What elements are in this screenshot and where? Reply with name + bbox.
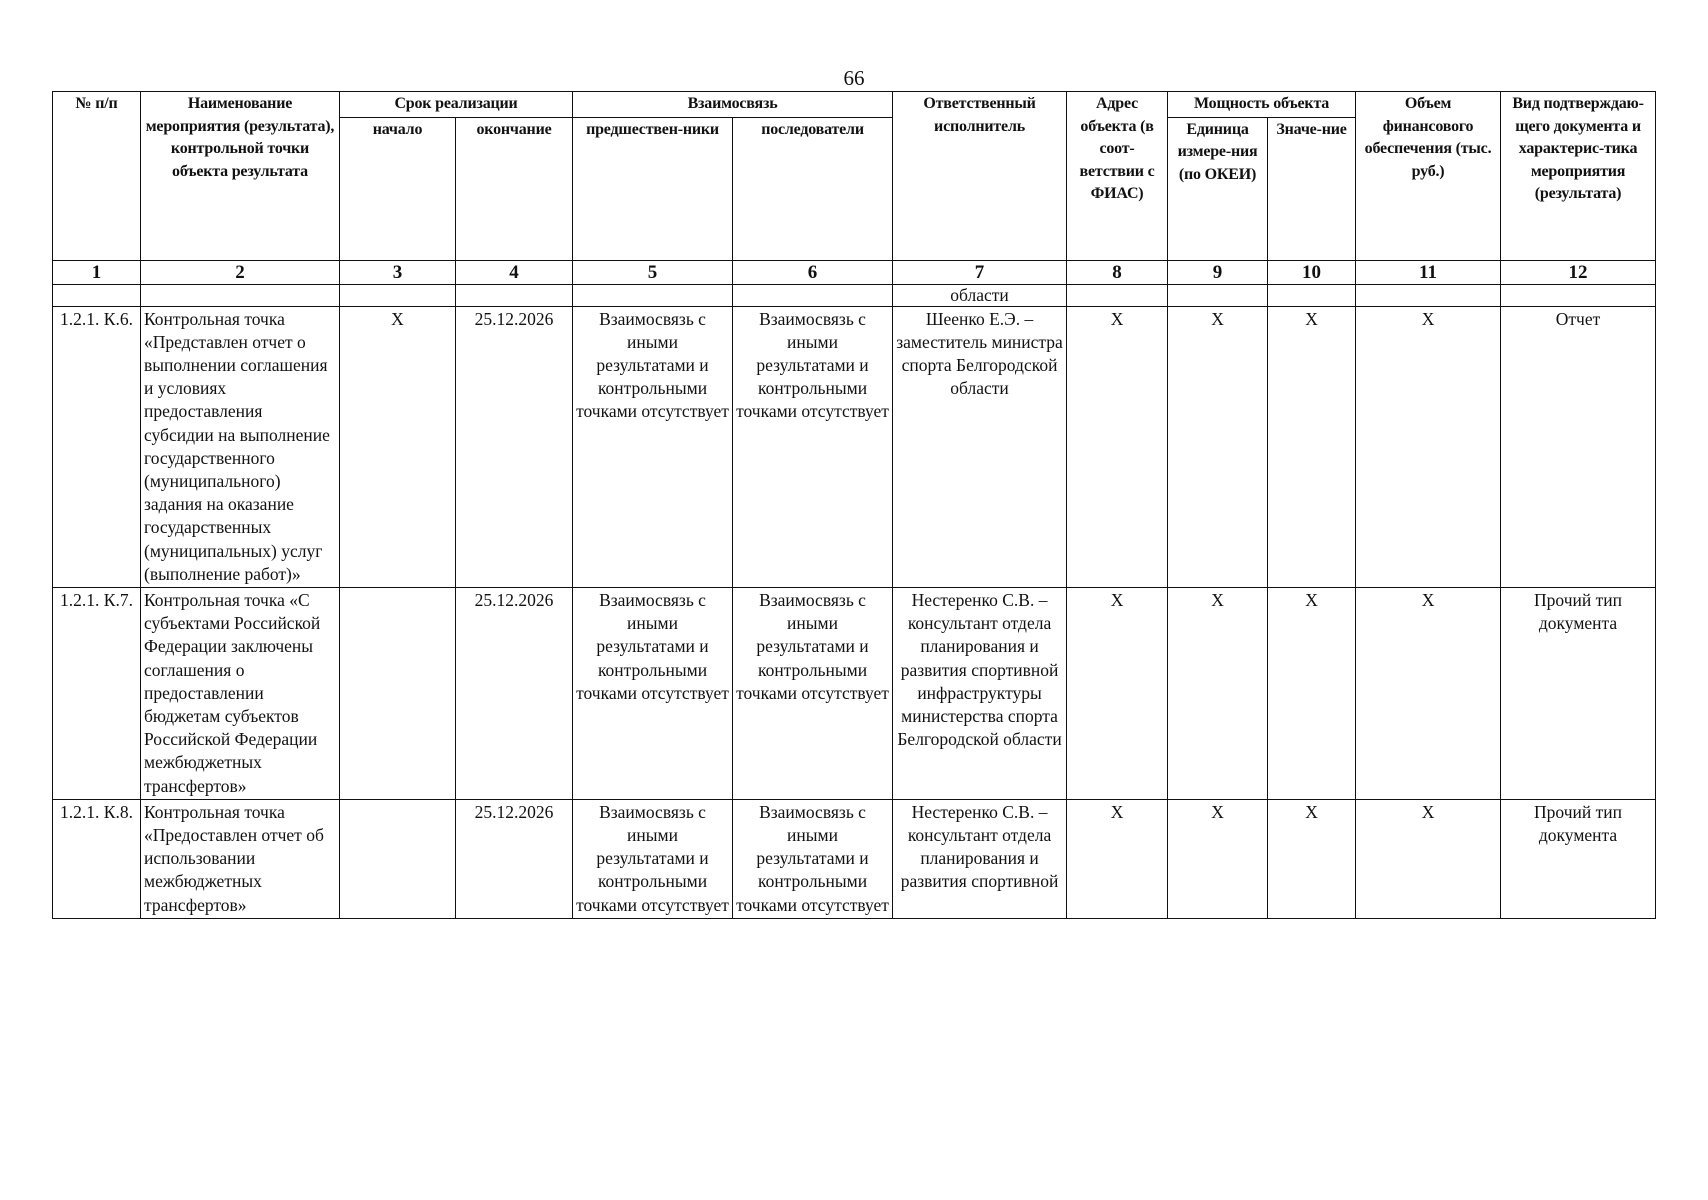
row-predecessors: Взаимосвязь с иными результатами и контрольными точками отсутствует xyxy=(573,799,733,918)
row-responsible: Шеенко Е.Э. – заместитель министра спорта Белгородской области xyxy=(893,306,1067,587)
row-unit: X xyxy=(1168,306,1268,587)
column-number: 11 xyxy=(1356,260,1501,284)
row-doc-type: Отчет xyxy=(1501,306,1656,587)
table-row xyxy=(53,306,1656,587)
row-end: 25.12.2026 xyxy=(456,587,573,799)
continuation-responsible: области xyxy=(893,284,1067,306)
row-doc-type: Прочий тип документа xyxy=(1501,587,1656,799)
column-number: 6 xyxy=(733,260,893,284)
continuation-row xyxy=(53,284,1656,306)
row-successors: Взаимосвязь с иными результатами и контрольными точками отсутствует xyxy=(733,587,893,799)
header-name: Наименование мероприятия (результата), контрольной точки объекта результата xyxy=(141,92,340,261)
column-number: 12 xyxy=(1501,260,1656,284)
row-number: 1.2.1. К.8. xyxy=(53,799,141,918)
column-number: 7 xyxy=(893,260,1067,284)
row-responsible: Нестеренко С.В. – консультант отдела планирования и развития спортивной инфраструктуры министерства спорта Белгородской области xyxy=(893,587,1067,799)
row-address: X xyxy=(1067,799,1168,918)
header-unit: Единица измере-ния (по ОКЕИ) xyxy=(1168,117,1268,260)
column-numbers-row xyxy=(53,260,1656,284)
row-start xyxy=(340,587,456,799)
header-predecessors: предшествен-ники xyxy=(573,117,733,260)
plan-table xyxy=(52,91,1656,919)
column-number: 8 xyxy=(1067,260,1168,284)
header-end: окончание xyxy=(456,117,573,260)
column-number: 5 xyxy=(573,260,733,284)
table-row xyxy=(53,587,1656,799)
column-number: 2 xyxy=(141,260,340,284)
row-predecessors: Взаимосвязь с иными результатами и контрольными точками отсутствует xyxy=(573,306,733,587)
header-group-moshch: Мощность объекта xyxy=(1168,92,1356,118)
header-finance: Объем финансового обеспечения (тыс. руб.) xyxy=(1356,92,1501,261)
column-number: 3 xyxy=(340,260,456,284)
row-unit: X xyxy=(1168,587,1268,799)
row-start: X xyxy=(340,306,456,587)
row-unit: X xyxy=(1168,799,1268,918)
header-responsible: Ответственный исполнитель xyxy=(893,92,1067,261)
column-number: 10 xyxy=(1268,260,1356,284)
row-name: Контрольная точка «Предоставлен отчет об использовании межбюджетных трансфертов» xyxy=(141,799,340,918)
row-address: X xyxy=(1067,587,1168,799)
row-value: X xyxy=(1268,306,1356,587)
header-group-vzaim: Взаимосвязь xyxy=(573,92,893,118)
row-value: X xyxy=(1268,799,1356,918)
column-number: 4 xyxy=(456,260,573,284)
row-value: X xyxy=(1268,587,1356,799)
header-start: начало xyxy=(340,117,456,260)
row-finance: X xyxy=(1356,799,1501,918)
row-responsible: Нестеренко С.В. – консультант отдела планирования и развития спортивной xyxy=(893,799,1067,918)
row-successors: Взаимосвязь с иными результатами и контрольными точками отсутствует xyxy=(733,799,893,918)
header-address: Адрес объекта (в соот-ветствии с ФИАС) xyxy=(1067,92,1168,261)
row-finance: X xyxy=(1356,306,1501,587)
row-address: X xyxy=(1067,306,1168,587)
column-number: 1 xyxy=(53,260,141,284)
header-successors: последователи xyxy=(733,117,893,260)
row-predecessors: Взаимосвязь с иными результатами и контрольными точками отсутствует xyxy=(573,587,733,799)
header-number: № п/п xyxy=(53,92,141,261)
row-number: 1.2.1. К.6. xyxy=(53,306,141,587)
table-row xyxy=(53,799,1656,918)
row-end: 25.12.2026 xyxy=(456,799,573,918)
header-doc-type: Вид подтверждаю-щего документа и характерис-тика мероприятия (результата) xyxy=(1501,92,1656,261)
header-value: Значе-ние xyxy=(1268,117,1356,260)
row-name: Контрольная точка «С субъектами Российской Федерации заключены соглашения о предоставлении бюджетам субъектов Российской Федерации межбюджетных трансфертов» xyxy=(141,587,340,799)
page-number: 66 xyxy=(843,66,865,90)
row-successors: Взаимосвязь с иными результатами и контрольными точками отсутствует xyxy=(733,306,893,587)
header-group-srok: Срок реализации xyxy=(340,92,573,118)
column-number: 9 xyxy=(1168,260,1268,284)
row-doc-type: Прочий тип документа xyxy=(1501,799,1656,918)
row-finance: X xyxy=(1356,587,1501,799)
row-end: 25.12.2026 xyxy=(456,306,573,587)
row-start xyxy=(340,799,456,918)
row-name: Контрольная точка «Представлен отчет о выполнении соглашения и условиях предоставления субсидии на выполнение государственного (муниципального) задания на оказание государственных (муниципальных) услуг (выполнение работ)» xyxy=(141,306,340,587)
row-number: 1.2.1. К.7. xyxy=(53,587,141,799)
